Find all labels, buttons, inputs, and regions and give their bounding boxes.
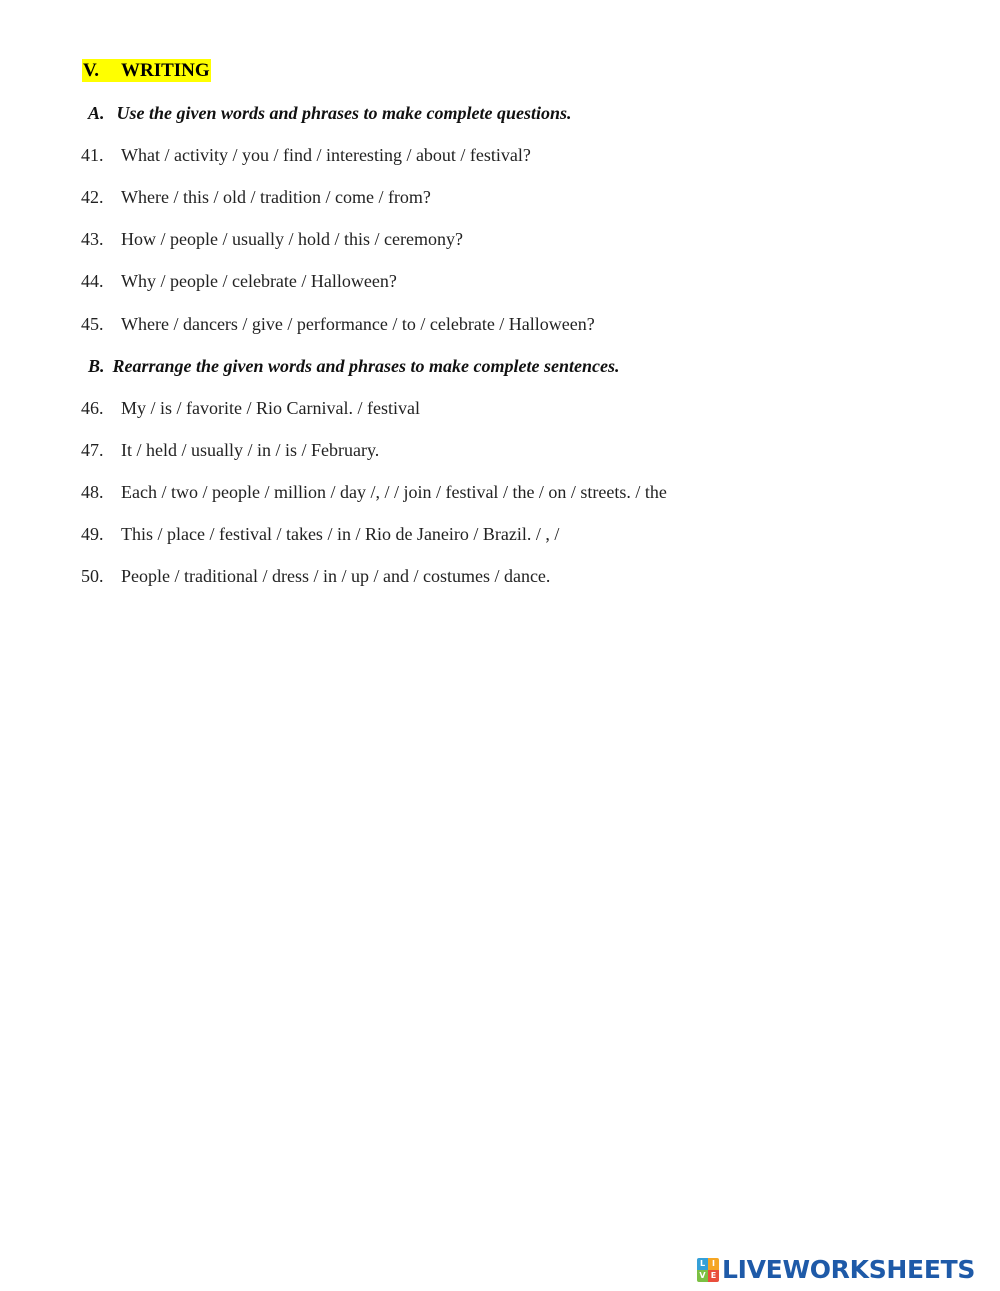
logo-mark-icon: L I V E [697,1258,719,1282]
logo-text: LIVEWORKSHEETS [722,1255,976,1284]
sentence-47 [81,439,379,461]
item-number: 46. [81,398,104,418]
sentence-48 [81,481,667,503]
question-44 [81,270,397,292]
item-text: What / activity / you / find / interesting / about / festival? [121,145,531,165]
part-a-text: Use the given words and phrases to make complete questions. [116,103,572,123]
part-b-instruction [88,355,620,377]
question-42 [81,186,431,208]
sentence-50 [81,565,550,587]
question-41 [81,144,531,166]
question-45 [81,313,595,335]
item-number: 49. [81,524,104,544]
item-text: Where / dancers / give / performance / to / celebrate / Halloween? [121,314,595,334]
item-number: 42. [81,187,104,207]
sentence-49 [81,523,559,545]
part-b-letter: B. [88,356,105,376]
section-number: V. [83,60,100,81]
item-number: 48. [81,482,104,502]
item-text: Why / people / celebrate / Halloween? [121,271,397,291]
item-text: People / traditional / dress / in / up / and / costumes / dance. [121,566,551,586]
item-text: Where / this / old / tradition / come / from? [121,187,431,207]
section-title: WRITING [121,60,210,81]
item-number: 43. [81,229,104,249]
sentence-46 [81,397,420,419]
part-a-instruction [88,102,572,124]
item-text: This / place / festival / takes / in / Rio de Janeiro / Brazil. / , / [121,524,560,544]
question-43 [81,228,463,250]
item-text: My / is / favorite / Rio Carnival. / festival [121,398,420,418]
item-number: 45. [81,314,104,334]
item-text: How / people / usually / hold / this / ceremony? [121,229,463,249]
item-number: 44. [81,271,104,291]
item-number: 50. [81,566,104,586]
liveworksheets-logo [697,1256,975,1284]
part-b-text: Rearrange the given words and phrases to make complete sentences. [112,356,620,376]
item-text: Each / two / people / million / day /, / / join / festival / the / on / streets. / the [121,482,667,502]
item-number: 41. [81,145,104,165]
section-heading [82,59,211,82]
item-text: It / held / usually / in / is / February. [121,440,380,460]
part-a-letter: A. [88,103,105,123]
item-number: 47. [81,440,104,460]
